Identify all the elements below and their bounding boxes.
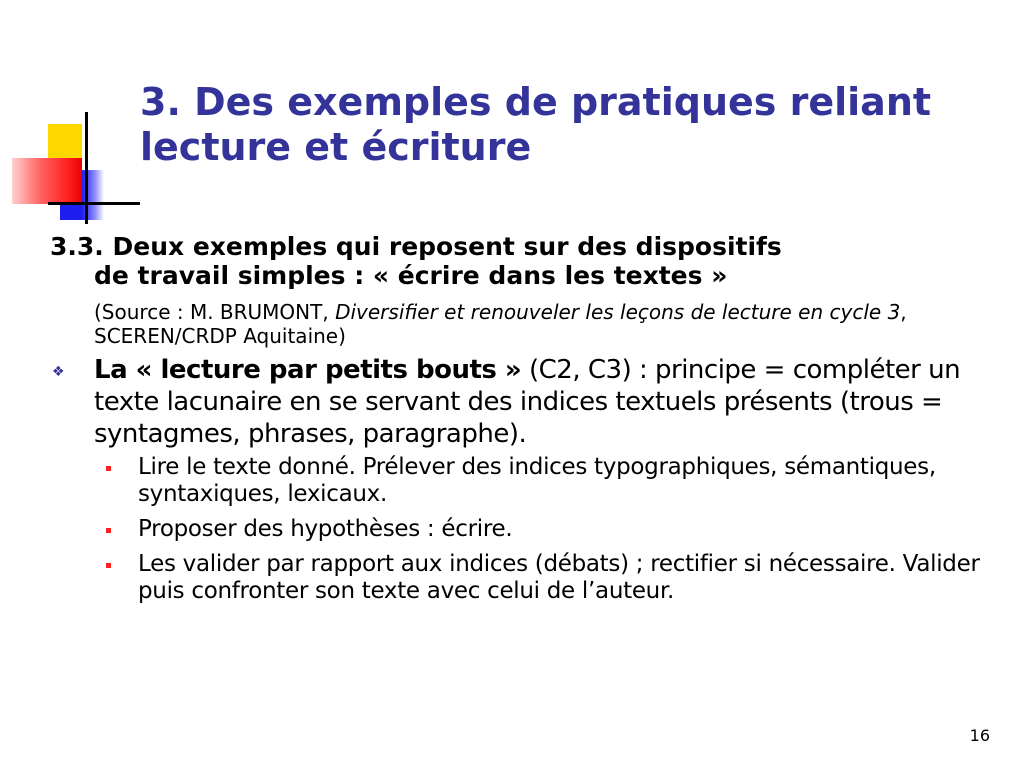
- list-item-text: Lire le texte donné. Prélever des indices typographiques, sémantiques, syntaxiques, lexicaux.: [138, 454, 936, 507]
- bullet-text: (C2, C3) : principe = compléter un texte lacunaire en se servant des indices textuels présents (trous = syntagmes, phrases, paragraphe).: [94, 355, 961, 449]
- logo-horizontal-line: [48, 202, 140, 205]
- source-book-title: Diversifier et renouveler les leçons de lecture en cycle 3: [335, 300, 901, 324]
- bullet-bold-text: La « lecture par petits bouts »: [94, 355, 522, 385]
- section-subheading: [50, 232, 980, 290]
- subheading-line-1: 3.3. Deux exemples qui reposent sur des dispositifs: [50, 232, 782, 261]
- four-diamond-icon: ❖: [52, 364, 65, 380]
- main-bullet: [50, 354, 980, 450]
- title-line-1: 3. Des exemples de pratiques reliant: [140, 80, 932, 124]
- slide-title: [140, 80, 1000, 170]
- subheading-line-2: de travail simples : « écrire dans les textes »: [94, 261, 728, 290]
- red-square-icon: [106, 563, 111, 568]
- title-line-2: lecture et écriture: [140, 125, 532, 169]
- list-item-text: Proposer des hypothèses : écrire.: [138, 516, 513, 542]
- page-number: 16: [969, 726, 990, 745]
- logo-red-square: [12, 158, 82, 204]
- list-item: [94, 516, 980, 543]
- list-item-text: Les valider par rapport aux indices (débats) ; rectifier si nécessaire. Valider puis confronter son texte avec celui de l’auteur.: [138, 551, 980, 604]
- logo-vertical-line: [85, 112, 88, 224]
- slide-body: [50, 232, 980, 613]
- list-item: [94, 551, 980, 605]
- red-square-icon: [106, 528, 111, 533]
- list-item: [94, 454, 980, 508]
- red-square-icon: [106, 466, 111, 471]
- sub-bullet-list: [94, 454, 980, 605]
- source-suffix: , SCEREN/CRDP Aquitaine): [94, 300, 907, 348]
- source-prefix: (Source : M. BRUMONT,: [94, 300, 336, 324]
- source-citation: [94, 300, 980, 348]
